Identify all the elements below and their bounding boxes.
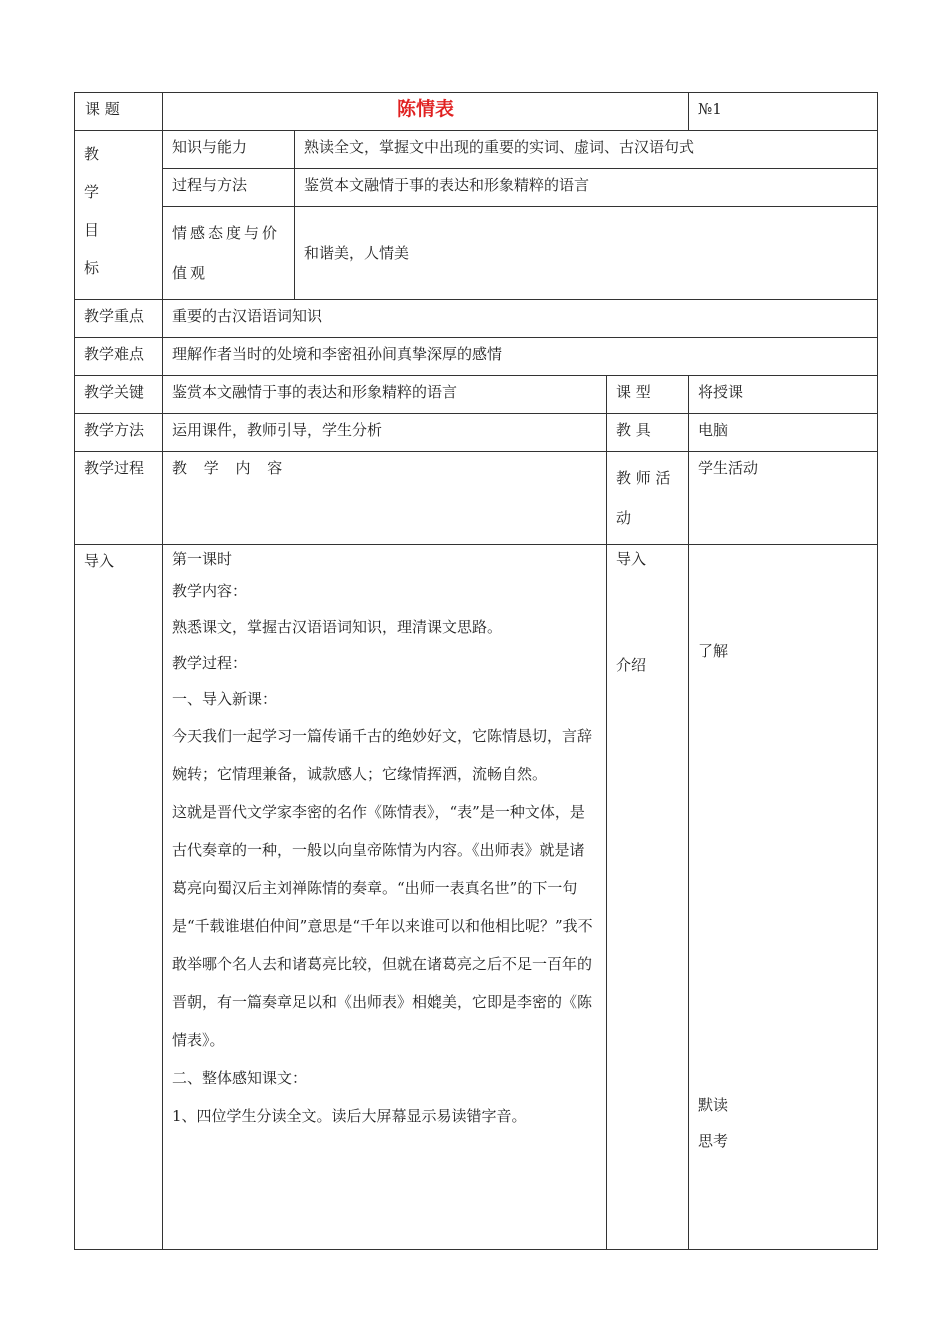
- paragraph: 一、导入新课：: [172, 690, 278, 708]
- title-cell: [163, 93, 689, 131]
- paragraph: 熟悉课文，掌握古汉语语词知识，理清课文思路。: [172, 618, 503, 636]
- paragraph: 教学内容：: [172, 582, 248, 600]
- lesson-type-value: 将授课: [689, 376, 878, 414]
- tool-value: 电脑: [689, 414, 878, 452]
- student-activity-item: 思考: [698, 1132, 729, 1150]
- intro-content: [163, 545, 607, 1250]
- lesson-number: №1: [689, 93, 878, 131]
- tool-label: 教 具: [607, 414, 689, 452]
- paragraph: 今天我们一起学习一篇传诵千古的绝妙好文，它陈情恳切，言辞婉转；它情理兼备，诚款感人；它缘情挥洒，流畅自然。: [172, 727, 593, 783]
- method-label: 教学方法: [75, 414, 163, 452]
- student-activity-item: 了解: [698, 642, 729, 660]
- content-header: 教 学 内 容: [163, 452, 607, 545]
- teacher-activity-item: 介绍: [616, 656, 647, 674]
- lesson-type-label: 课 型: [607, 376, 689, 414]
- objective-content: 和谐美，人情美: [295, 207, 878, 300]
- objective-content: 熟读全文，掌握文中出现的重要的实词、虚词、古汉语句式: [295, 131, 878, 169]
- lesson-plan-table: [74, 92, 878, 1250]
- teacher-activity-item: 导入: [616, 550, 647, 568]
- difficulties-label: 教学难点: [75, 338, 163, 376]
- teacher-activity-header: 教 师 活 动: [607, 452, 689, 545]
- paragraph: 第一课时: [172, 550, 233, 568]
- key-points-label: 教学重点: [75, 300, 163, 338]
- key-points-content: 重要的古汉语语词知识: [163, 300, 878, 338]
- objective-content: 鉴赏本文融情于事的表达和形象精粹的语言: [295, 169, 878, 207]
- key-content: 鉴赏本文融情于事的表达和形象精粹的语言: [163, 376, 607, 414]
- objectives-label: 教 学 目 标: [75, 131, 163, 300]
- student-activity: [689, 545, 878, 1250]
- student-activity-item: 默读: [698, 1096, 729, 1114]
- paragraph: 教学过程：: [172, 654, 248, 672]
- process-label: 教学过程: [75, 452, 163, 545]
- key-label: 教学关键: [75, 376, 163, 414]
- paragraph: 二、整体感知课文：: [172, 1069, 308, 1087]
- student-activity-header: 学生活动: [689, 452, 878, 545]
- paragraph: 1、四位学生分读全文。读后大屏幕显示易读错字音。: [172, 1107, 527, 1125]
- objective-label: 过程与方法: [163, 169, 295, 207]
- difficulties-content: 理解作者当时的处境和李密祖孙间真挚深厚的感情: [163, 338, 878, 376]
- intro-label: 导入: [75, 545, 163, 1250]
- subject-label: 课 题: [75, 93, 163, 131]
- objective-label: 情感态度与价值观: [163, 207, 295, 300]
- page-title: 陈情表: [397, 98, 455, 120]
- teacher-activity: [607, 545, 689, 1250]
- objective-label: 知识与能力: [163, 131, 295, 169]
- method-content: 运用课件，教师引导，学生分析: [163, 414, 607, 452]
- paragraph: 这就是晋代文学家李密的名作《陈情表》，“表”是一种文体，是古代奏章的一种，一般以向皇帝陈情为内容。《出师表》就是诸葛亮向蜀汉后主刘禅陈情的奏章。“出师一表真名世”的下一句是“千载谁堪伯仲间”意思是“千年以来谁可以和他相比呢？”我不敢举哪个名人去和诸葛亮比较，但就在诸葛亮之后不足一百年的晋朝，有一篇奏章足以和《出师表》相媲美，它即是李密的《陈情表》。: [172, 803, 593, 1049]
